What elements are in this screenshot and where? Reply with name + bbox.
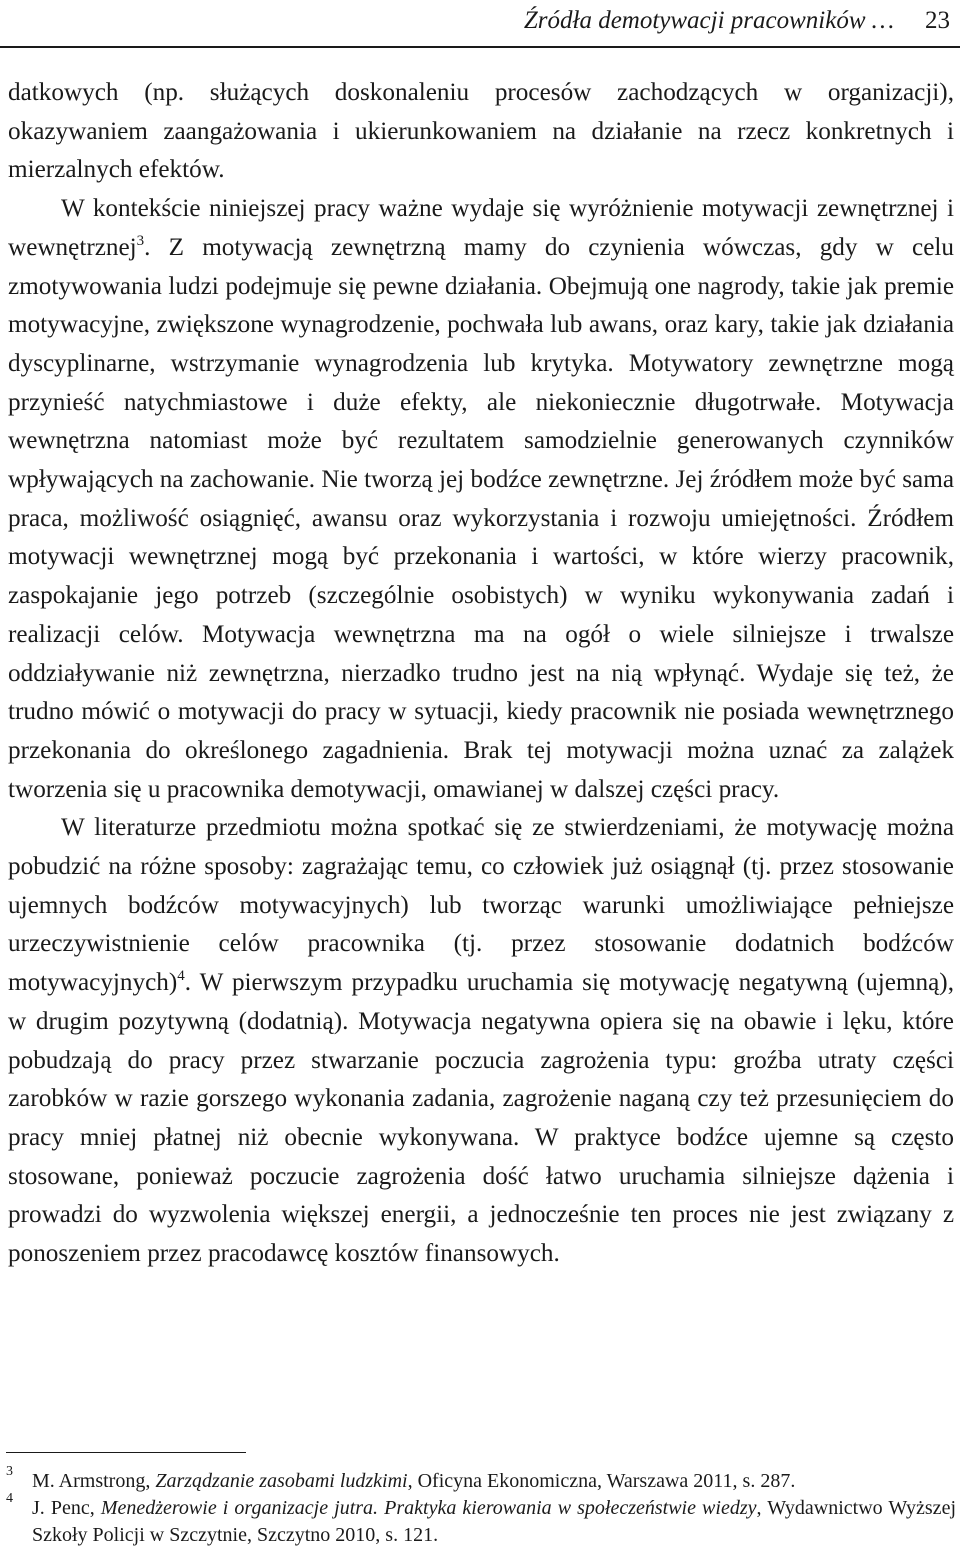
paragraph-literature: [8, 809, 954, 1273]
footnote-publisher: , Wydawnictwo Wyższej Szkoły Policji w Szczytnie, Szczytno 2010, s. 121.: [32, 1497, 956, 1546]
footnote-author: J. Penc,: [32, 1497, 101, 1519]
footnote-item: [6, 1491, 956, 1549]
footnote-reference[interactable]: 3: [136, 232, 145, 249]
paragraph-motivation-types: [8, 190, 954, 809]
footnote-publisher: , Oficyna Ekonomiczna, Warszawa 2011, s. 287.: [407, 1470, 796, 1492]
footnote-author: M. Armstrong,: [32, 1470, 156, 1492]
footnotes: [6, 1464, 956, 1549]
footnote-title: Menedżerowie i organizacje jutra. Praktyka kierowania w społeczeństwie wiedzy: [100, 1497, 757, 1519]
footnote-item: [6, 1464, 956, 1495]
paragraph-text: datkowych (np. służących doskonaleniu procesów zachodzących w organizacji), okazywaniem zaangażowania i ukierunkowaniem na działanie na rzecz konkretnych i mierzalnych efektów.: [8, 79, 954, 184]
footnote-marker: 4: [6, 1491, 13, 1506]
page-number: 23: [925, 7, 950, 34]
footnote-separator: [6, 1452, 246, 1453]
paragraph-continuation: [8, 74, 954, 190]
paragraph-text: W literaturze przedmiotu można spotkać się ze stwierdzeniami, że motywację można pobudzić na różne sposoby: zagrażając temu, co człowiek już osiągnął (tj. przez stosowanie ujemnych bodźców motywacyjnych) lub tworząc warunki umożliwiające pełniejsze urzeczywistnienie celów pracownika (tj. przez stosowanie dodatnich bodźców motywacyjnych): [8, 814, 954, 997]
running-title: Źródła demotywacji pracowników …: [523, 7, 894, 34]
body-text: [8, 74, 954, 1274]
paragraph-text: . W pierwszym przypadku uruchamia się motywację negatywną (ujemną), w drugim pozytywną (dodatnią). Motywacja negatywna opiera się na obawie i lęku, które pobudzają do pracy przez stwarzanie poczucia zagrożenia typu: groźba utraty części zarobków w razie gorszego wykonania zadania, zagrożenie naganą czy też przesunięciem do pracy mniej płatnej niż obecnie wykonywana. W praktyce bodźce ujemne są często stosowane, ponieważ poczucie zagrożenia dość łatwo uruchamia silniejsze dążenia i prowadzi do wyzwolenia większej energii, a jednocześnie ten proces nie jest związany z ponoszeniem przez pracodawcę kosztów finansowych.: [8, 969, 954, 1268]
paragraph-text: W kontekście niniejszej pracy ważne wydaje się wyróżnienie motywacji zewnętrznej i wewnętrznej: [8, 195, 954, 261]
paragraph-text: . Z motywacją zewnętrzną mamy do czynienia wówczas, gdy w celu zmotywowania ludzi podejmuje się pewne działania. Obejmują one nagrody, takie jak premie motywacyjne, zwiększone wynagrodzenie, pochwała lub awans, oraz kary, takie jak działania dyscyplinarne, wstrzymanie wynagrodzenia lub krytyka. Motywatory zewnętrzne mogą przynieść natychmiastowe i duże efekty, ale niekoniecznie długotrwałe. Motywacja wewnętrzna natomiast może być rezultatem samodzielnie generowanych czynników wpływających na zachowanie. Nie tworzą jej bodźce zewnętrzne. Jej źródłem może być sama praca, możliwość osiągnięć, awansu oraz wykorzystania i rozwoju umiejętności. Źródłem motywacji wewnętrznej mogą być przekonania i wartości, w które wierzy pracownik, zaspokajanie jego potrzeb (szczególnie osobistych) w wyniku wykonywania zadań i realizacji celów. Motywacja wewnętrzna ma na ogół o wiele silniejsze i trwalsze oddziaływanie niż zewnętrzna, nierzadko trudno jest na nią wpłynąć. Wydaje się też, że trudno mówić o motywacji do pracy w sytuacji, kiedy pracownik nie posiada wewnętrznego przekonania do określonego zagadnienia. Brak tej motywacji można uznać za zalążek tworzenia się u pracownika demotywacji, omawianej w dalszej części pracy.: [8, 233, 954, 803]
page-header: [0, 0, 960, 48]
footnote-title: Zarządzanie zasobami ludzkimi: [155, 1470, 408, 1492]
footnote-reference[interactable]: 4: [177, 968, 185, 985]
footnote-marker: 3: [6, 1464, 13, 1479]
